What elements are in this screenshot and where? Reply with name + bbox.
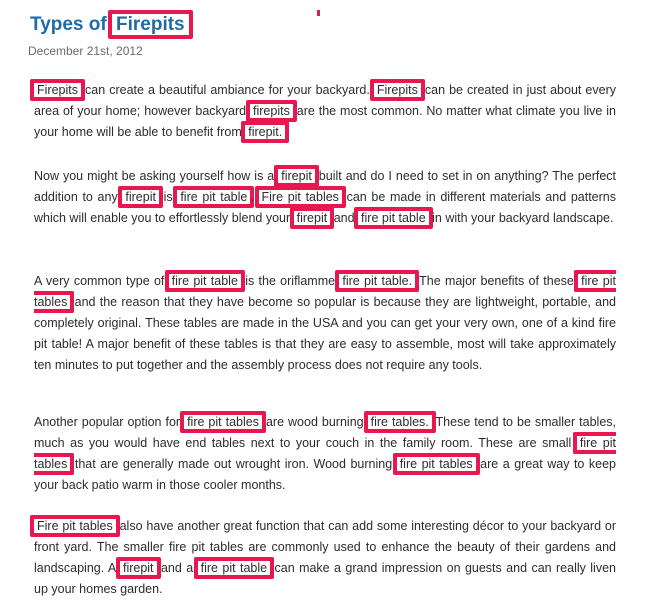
keyword-highlight: firepit.: [241, 121, 289, 143]
paragraph-text: .: [250, 190, 259, 204]
paragraph-text: are the most common. No matter what climate you live in your home will be able to benefit from: [34, 104, 616, 139]
keyword-highlight: fire pit tables: [34, 270, 616, 313]
title-prefix: Types of: [30, 14, 112, 35]
keyword-highlight: fire pit table.: [335, 270, 419, 292]
keyword-highlight: Firepits: [30, 79, 85, 101]
paragraph-text: A very common type of: [34, 274, 169, 288]
paragraph-text: Now you might be asking yourself how is a: [34, 169, 279, 183]
paragraph-text: These tend to be smaller tables, much as you would have end tables next to your couch in the family room. These are small: [34, 415, 616, 450]
keyword-highlight: fire pit tables: [180, 411, 266, 433]
paragraph-text: is the oriflamme: [240, 274, 340, 288]
keyword-highlight: fire pit table: [173, 186, 254, 208]
page-title: [30, 14, 189, 36]
keyword-highlight: Fire pit tables: [255, 186, 346, 208]
paragraph-text: are a great way to keep your back patio warm in those cooler months.: [34, 457, 617, 492]
keyword-highlight: firepit: [116, 557, 161, 579]
keyword-highlight: firepit: [290, 207, 335, 229]
paragraph-text: can make a grand impression on guests and can really liven up your homes garden.: [34, 561, 616, 596]
keyword-highlight: fire tables.: [364, 411, 436, 433]
keyword-highlight: firepits: [246, 100, 297, 122]
keyword-highlight: fire pit table: [165, 270, 245, 292]
keyword-highlight: fire pit table: [354, 207, 433, 229]
keyword-highlight: fire pit table: [194, 557, 275, 579]
paragraph-text: The major benefits of these: [415, 274, 579, 288]
paragraph-text: in with your backyard landscape.: [428, 211, 614, 225]
paragraph-5: [34, 516, 616, 600]
paragraph-text: and a: [156, 561, 198, 575]
paragraph-text: built and do I need to set in on anything? The perfect addition to any: [34, 169, 616, 204]
paragraph-text: can be created in just about every area of your home; however backyard: [34, 83, 616, 118]
keyword-highlight: Firepits: [370, 79, 425, 101]
red-mark: [317, 10, 320, 16]
paragraph-3: [34, 271, 616, 376]
post-date: December 21st, 2012: [28, 44, 143, 58]
paragraph-text: also have another great function that can add some interesting décor to your backyard or front yard. The smaller fire pit tables are commonly used to enhance the beauty of their gardens and landscaping. A: [34, 519, 616, 575]
paragraph-2: [34, 166, 616, 229]
paragraph-text: that are generally made out wrought iron. Wood burning: [70, 457, 397, 471]
paragraph-text: Another popular option for: [34, 415, 185, 429]
keyword-highlight: firepit: [118, 186, 163, 208]
paragraph-text: and: [330, 211, 359, 225]
paragraph-text: and the reason that they have become so popular is because they are lightweight, portable, and completely original. These tables are made in the USA and you can get your very own, one of a kind fire pit table! A major benefit of these tables is that they are easy to assemble, most will take approximately ten minutes to put together and the assembly process does not require any tools.: [34, 295, 616, 372]
title-keyword-highlight: Firepits: [108, 10, 193, 39]
keyword-highlight: Fire pit tables: [30, 515, 120, 537]
keyword-highlight: firepit: [274, 165, 319, 187]
paragraph-4: [34, 412, 616, 496]
paragraph-text: can create a beautiful ambiance for your backyard.: [80, 83, 374, 97]
paragraph-text: can be made in different materials and patterns which will enable you to effortlessly blend your: [34, 190, 616, 225]
paragraph-text: is: [158, 190, 178, 204]
paragraph-1: [34, 80, 616, 143]
keyword-highlight: fire pit tables: [393, 453, 480, 475]
keyword-highlight: fire pit tables: [34, 432, 616, 475]
paragraph-text: are wood burning: [261, 415, 368, 429]
